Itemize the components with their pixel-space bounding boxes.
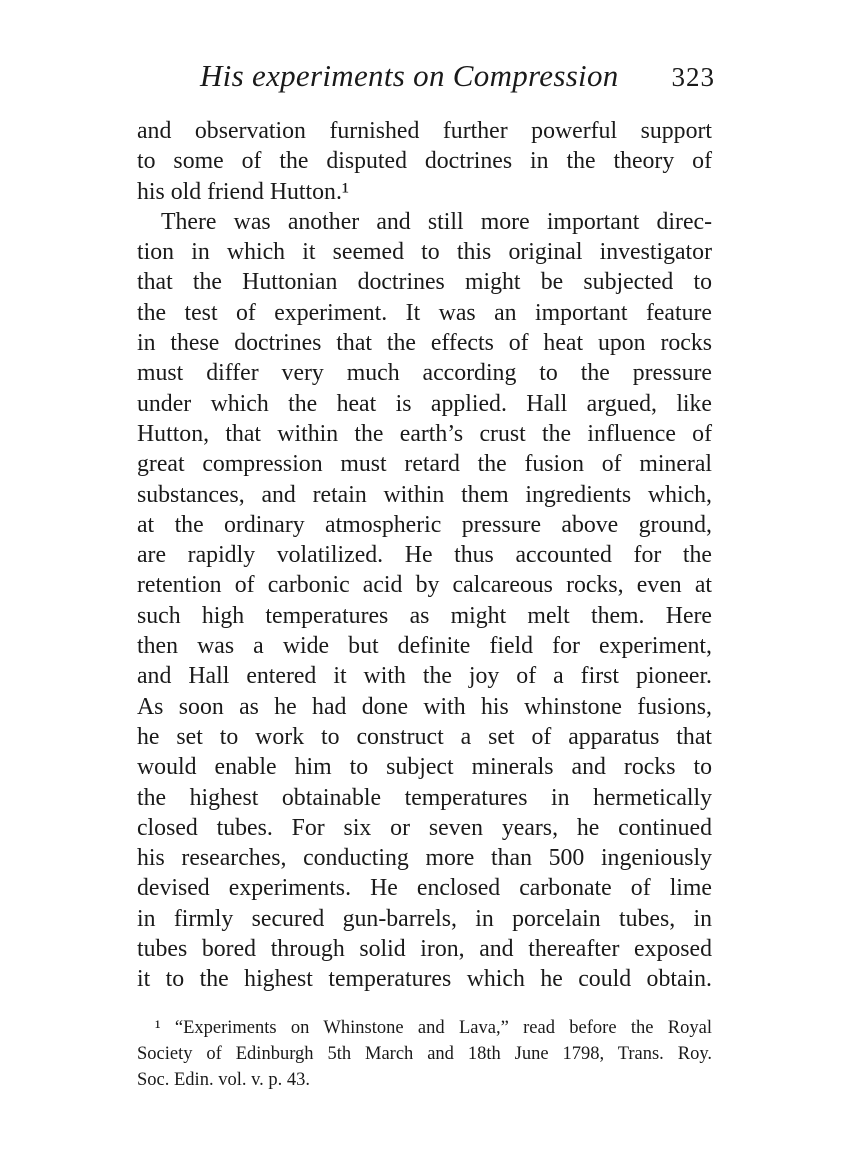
text-line: great compression must retard the fusion of mineral <box>137 451 712 478</box>
text-line: As soon as he had done with his whinstone fusions, <box>137 693 712 720</box>
text-line: and Hall entered it with the joy of a first pioneer. <box>137 663 712 690</box>
text-line: his researches, conducting more than 500 ingeniously <box>137 845 712 872</box>
text-line: in these doctrines that the effects of heat upon rocks <box>137 330 712 357</box>
text-line: to some of the disputed doctrines in the theory of <box>137 148 712 175</box>
text-line: Hutton, that within the earth’s crust the influence of <box>137 420 712 447</box>
footnote-line: Society of Edinburgh 5th March and 18th June 1798, Trans. Roy. <box>137 1044 712 1064</box>
text-line: tubes bored through solid iron, and thereafter exposed <box>137 936 712 963</box>
text-line: the test of experiment. It was an important feature <box>137 299 712 326</box>
body-text <box>137 116 712 995</box>
text-line: must differ very much according to the pressure <box>137 360 712 387</box>
text-line: then was a wide but definite field for experiment, <box>137 633 712 660</box>
footnote-line: ¹ “Experiments on Whinstone and Lava,” read before the Royal <box>155 1018 712 1038</box>
page-number: 323 <box>671 62 715 92</box>
text-line: his old friend Hutton.¹ <box>137 178 350 205</box>
text-line: closed tubes. For six or seven years, he continued <box>137 814 712 841</box>
page-header <box>200 58 715 98</box>
text-line: retention of carbonic acid by calcareous rocks, even at <box>137 572 712 599</box>
text-line: at the ordinary atmospheric pressure above ground, <box>137 511 712 538</box>
footnote-line: Soc. Edin. vol. v. p. 43. <box>137 1070 311 1090</box>
text-line: under which the heat is applied. Hall argued, like <box>137 390 712 417</box>
text-line: tion in which it seemed to this original investigator <box>137 239 712 266</box>
text-line: such high temperatures as might melt them. Here <box>137 602 712 629</box>
text-line: substances, and retain within them ingredients which, <box>137 481 712 508</box>
text-line: it to the highest temperatures which he could obtain. <box>137 966 712 993</box>
text-line: in firmly secured gun-barrels, in porcelain tubes, in <box>137 905 712 932</box>
text-line: would enable him to subject minerals and rocks to <box>137 754 712 781</box>
text-line: he set to work to construct a set of apparatus that <box>137 723 712 750</box>
running-title: His experiments on Compression <box>200 58 619 93</box>
text-line: are rapidly volatilized. He thus accounted for the <box>137 542 712 569</box>
text-line: the highest obtainable temperatures in hermetically <box>137 784 712 811</box>
text-line: that the Huttonian doctrines might be subjected to <box>137 269 712 296</box>
text-line: There was another and still more important direc- <box>161 208 712 235</box>
text-line: devised experiments. He enclosed carbonate of lime <box>137 875 712 902</box>
footnote <box>137 1015 712 1093</box>
text-line: and observation furnished further powerful support <box>137 118 712 144</box>
